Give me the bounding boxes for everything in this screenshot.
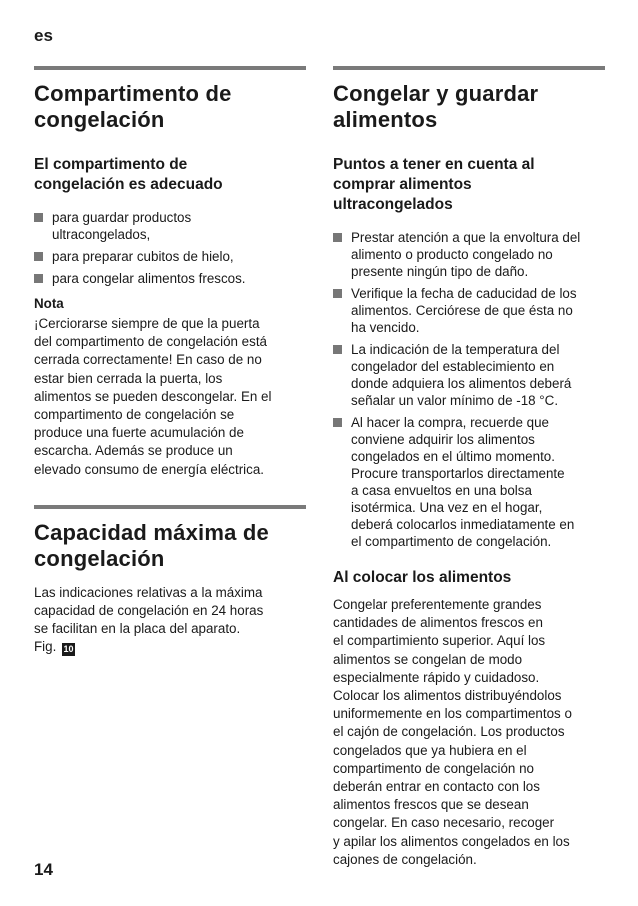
section-divider — [34, 505, 306, 509]
section-title-max-freezing-capacity: Capacidad máxima de congelación — [34, 519, 269, 571]
subheading-placing-food: Al colocar los alimentos — [333, 569, 512, 586]
list-item: para guardar productos ultracongelados, — [34, 209, 306, 243]
buying-tips-list — [333, 229, 605, 550]
bullet-square-icon — [333, 418, 342, 427]
note-heading: Nota — [34, 296, 64, 311]
list-item: La indicación de la temperatura del congelador del establecimiento en donde adquiera los alimentos deberá señalar un valor mínimo de -18 °C. — [333, 341, 605, 409]
note-text: ¡Cerciorarse siempre de que la puerta del compartimento de congelación está cerrada correctamente! En caso de no estar bien cerrada la puerta, los alimentos se pueden descongelar. En el compartimento de congelación se produce una fuerte acumulación de escarcha. Además se produce un elevado consumo de energía eléctrica. — [34, 316, 272, 477]
bullet-square-icon — [34, 213, 43, 222]
section-divider — [34, 66, 306, 70]
list-item: Verifique la fecha de caducidad de los alimentos. Cerciórese de que ésta no ha vencido. — [333, 285, 605, 336]
bullet-square-icon — [34, 252, 43, 261]
bullet-square-icon — [333, 289, 342, 298]
figure-reference-icon: 10 — [63, 644, 74, 655]
bullet-square-icon — [333, 345, 342, 354]
language-code: es — [34, 26, 53, 45]
bullet-square-icon — [34, 274, 43, 283]
section-title-freezer-compartment: Compartimento de congelación — [34, 81, 232, 132]
list-item: para preparar cubitos de hielo, — [34, 248, 306, 265]
section-title-freeze-and-store: Congelar y guardar alimentos — [333, 81, 539, 132]
list-item: para congelar alimentos frescos. — [34, 270, 306, 287]
suitable-uses-list — [34, 209, 306, 287]
placing-food-text: Congelar preferentemente grandes cantidades de alimentos frescos en el compartimiento superior. Aquí los alimentos se congelan de modo especialmente rápido y cuidadoso. Colocar los alimentos distribuyéndolos uniformemente en los compartimentos o el cajón de congelación. Los productos congelados que ya hubiera en el compartimento de congelación no deberán entrar en contacto con los alimentos frescos que se desean congelar. En caso necesario, recoger y apilar los alimentos congelados en los cajones de congelación. — [333, 597, 572, 867]
section-divider — [333, 66, 605, 70]
list-item: Prestar atención a que la envoltura del alimento o producto congelado no presente ningún tipo de daño. — [333, 229, 605, 280]
right-column — [333, 66, 605, 869]
page-number: 14 — [34, 860, 53, 879]
subheading-compartment-suitable: El compartimento de congelación es adecuado — [34, 156, 223, 193]
subheading-buying-frozen: Puntos a tener en cuenta al comprar alimentos ultracongelados — [333, 156, 535, 213]
left-column — [34, 66, 306, 657]
list-item: Al hacer la compra, recuerde que conviene adquirir los alimentos congelados en el último momento. Procure transportarlos directamente a casa envueltos en una bolsa isotérmica. Una vez en el hogar, deberá colocarlos inmediatamente en el compartimento de congelación. — [333, 414, 605, 550]
bullet-square-icon — [333, 233, 342, 242]
capacity-text: Las indicaciones relativas a la máxima capacidad de congelación en 24 horas se facilitan en la placa del aparato. Fig. 10 — [34, 584, 264, 655]
